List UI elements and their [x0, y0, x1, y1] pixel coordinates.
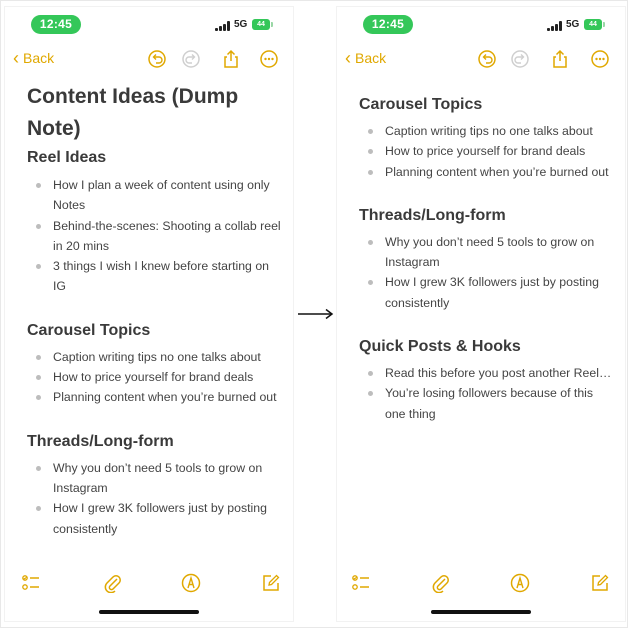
- note-title: Content Ideas (Dump Note): [27, 85, 239, 140]
- cellular-signal-icon: [547, 21, 563, 31]
- section-heading: Quick Posts & Hooks: [359, 338, 521, 356]
- section-threads-long-form: [27, 432, 283, 539]
- compose-icon[interactable]: [261, 573, 281, 593]
- list-item: How to price yourself for brand deals: [27, 367, 283, 387]
- section-heading: Reel Ideas: [27, 149, 107, 166]
- list-item: Why you don’t need 5 tools to grow on Instagram: [27, 458, 283, 499]
- section-heading: Carousel Topics: [27, 321, 151, 339]
- section-heading: Carousel Topics: [359, 96, 483, 113]
- note-nav-bar: [5, 47, 293, 73]
- list-item: Caption writing tips no one talks about: [27, 347, 283, 367]
- share-icon[interactable]: [550, 49, 570, 69]
- note-body[interactable]: [27, 81, 283, 539]
- back-button[interactable]: [13, 49, 54, 67]
- attachment-icon[interactable]: [431, 573, 451, 593]
- share-icon[interactable]: [221, 49, 241, 69]
- note-body[interactable]: [359, 95, 615, 424]
- undo-icon[interactable]: [477, 49, 497, 69]
- list-item: Caption writing tips no one talks about: [359, 121, 615, 141]
- section-heading: Threads/Long-form: [27, 432, 174, 450]
- section-threads-long-form: [359, 206, 615, 313]
- redo-icon[interactable]: [181, 49, 201, 69]
- note-nav-bar: [337, 47, 625, 73]
- home-indicator: [99, 610, 199, 614]
- phone-screen-right: [337, 7, 625, 621]
- redo-icon[interactable]: [510, 49, 530, 69]
- battery-icon: [584, 19, 602, 30]
- section-carousel-topics: [359, 95, 615, 182]
- more-icon[interactable]: [590, 49, 610, 69]
- list-item: Behind-the-scenes: Shooting a collab reel in 20 mins: [27, 216, 283, 257]
- status-time: 12:45: [363, 15, 413, 34]
- list-item: How to price yourself for brand deals: [359, 141, 615, 161]
- status-bar: [337, 15, 625, 35]
- attachment-icon[interactable]: [103, 573, 123, 593]
- markup-icon[interactable]: [510, 573, 530, 593]
- battery-level: 44: [257, 21, 265, 28]
- markup-icon[interactable]: [181, 573, 201, 593]
- section-carousel-topics: [27, 321, 283, 408]
- list-item: Why you don’t need 5 tools to grow on Instagram: [359, 232, 615, 273]
- list-item: Planning content when you’re burned out: [359, 162, 615, 182]
- list-item: Planning content when you’re burned out: [27, 387, 283, 407]
- network-type: 5G: [234, 19, 248, 30]
- home-indicator: [431, 610, 531, 614]
- more-icon[interactable]: [259, 49, 279, 69]
- bottom-toolbar: [337, 573, 625, 595]
- compose-icon[interactable]: [590, 573, 610, 593]
- network-type: 5G: [566, 19, 580, 30]
- checklist-icon[interactable]: [21, 573, 41, 593]
- list-item: Read this before you post another Reel…: [359, 363, 615, 383]
- phone-screen-left: [5, 7, 293, 621]
- section-quick-posts-hooks: [359, 337, 615, 424]
- battery-icon: [252, 19, 270, 30]
- battery-level: 44: [589, 21, 597, 28]
- section-reel-ideas: [27, 148, 283, 297]
- cellular-signal-icon: [215, 21, 231, 31]
- list-item: How I plan a week of content using only Notes: [27, 175, 283, 216]
- list-item: You’re losing followers because of this one thing: [359, 383, 615, 424]
- checklist-icon[interactable]: [351, 573, 371, 593]
- chevron-left-icon: ‹: [345, 48, 351, 68]
- back-button[interactable]: [345, 49, 386, 67]
- list-item: 3 things I wish I knew before starting on IG: [27, 256, 283, 297]
- status-bar: [5, 15, 293, 35]
- list-item: How I grew 3K followers just by posting consistently: [359, 272, 615, 313]
- back-label: Back: [355, 50, 387, 66]
- bottom-toolbar: [5, 573, 293, 595]
- right-arrow-icon: [297, 306, 335, 322]
- section-heading: Threads/Long-form: [359, 206, 506, 224]
- list-item: How I grew 3K followers just by posting consistently: [27, 498, 283, 539]
- undo-icon[interactable]: [147, 49, 167, 69]
- back-label: Back: [23, 50, 55, 66]
- status-time: 12:45: [31, 15, 81, 34]
- chevron-left-icon: ‹: [13, 48, 19, 68]
